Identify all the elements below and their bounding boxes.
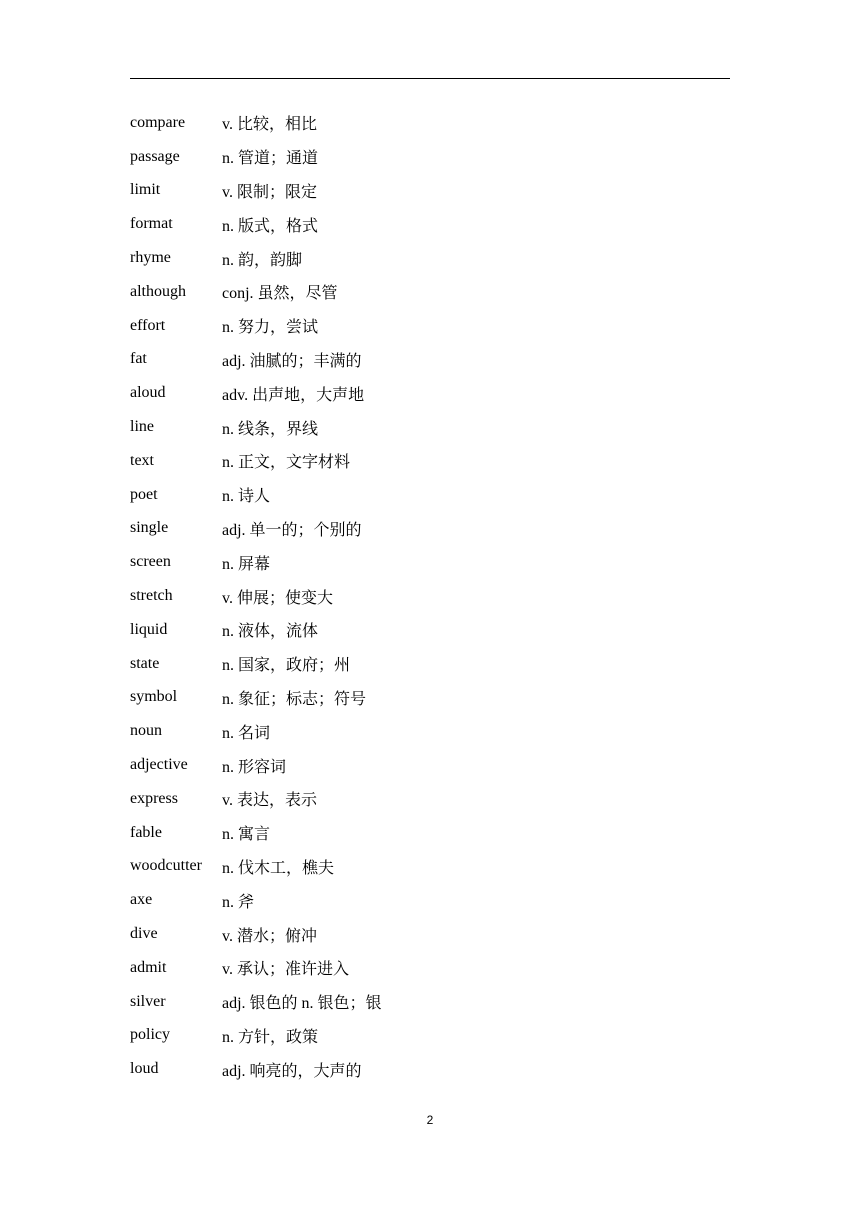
vocab-row [130,1019,730,1053]
vocab-word: effort [130,316,166,334]
vocab-word: woodcutter [130,857,202,875]
vocab-definition: n. 方针，政策 [222,1028,319,1046]
vocab-row [130,545,730,579]
vocab-definition: n. 线条，界线 [222,420,319,438]
vocab-row [130,816,730,850]
vocab-definition: v. 潜水；俯冲 [222,927,317,945]
vocab-row [130,782,730,816]
vocab-row [130,376,730,410]
vocab-row [130,647,730,681]
vocab-definition: n. 诗人 [222,488,271,506]
vocab-word: adjective [130,756,188,774]
vocab-row [130,478,730,512]
vocab-definition: v. 承认；准许进入 [222,961,349,979]
vocab-word: line [130,418,154,436]
vocab-word: admit [130,958,167,976]
header-rule [130,78,730,79]
vocab-definition: v. 伸展；使变大 [222,589,333,607]
vocab-row [130,410,730,444]
vocab-definition: n. 伐木工，樵夫 [222,859,335,877]
vocab-word: state [130,654,160,672]
vocab-definition: v. 表达，表示 [222,792,317,810]
vocab-row [130,241,730,275]
vocab-word: screen [130,553,171,571]
vocab-definition: v. 限制；限定 [222,183,317,201]
vocab-word: silver [130,992,166,1010]
vocab-definition: n. 管道；通道 [222,150,319,168]
vocab-definition: n. 屏幕 [222,555,271,573]
vocab-definition: n. 寓言 [222,826,271,844]
vocab-word: symbol [130,688,178,706]
vocab-definition: adj. 响亮的，大声的 [222,1062,362,1080]
vocab-row [130,106,730,140]
vocab-definition: n. 正文，文字材料 [222,454,351,472]
vocab-definition: adj. 油腻的；丰满的 [222,352,362,370]
vocab-row [130,207,730,241]
vocab-definition: conj. 虽然，尽管 [222,285,338,303]
vocab-word: axe [130,891,153,909]
vocab-definition: n. 韵，韵脚 [222,251,303,269]
vocab-row [130,174,730,208]
vocab-definition: adj. 银色的 n. 银色；银 [222,995,382,1013]
vocab-word: passage [130,147,180,165]
vocab-row [130,309,730,343]
vocabulary-list [130,106,730,1086]
vocab-row [130,714,730,748]
vocab-word: single [130,519,169,537]
vocab-definition: v. 比较，相比 [222,116,317,134]
vocab-word: loud [130,1060,159,1078]
vocab-word: poet [130,485,158,503]
vocab-definition: n. 名词 [222,724,271,742]
vocab-definition: n. 国家，政府；州 [222,657,351,675]
vocab-row [130,681,730,715]
vocab-word: rhyme [130,249,171,267]
vocab-word: noun [130,722,162,740]
vocab-row [130,275,730,309]
vocab-definition: n. 液体，流体 [222,623,319,641]
vocab-row [130,613,730,647]
vocab-definition: adj. 单一的；个别的 [222,521,362,539]
vocab-word: format [130,215,173,233]
vocab-row [130,1052,730,1086]
vocab-word: compare [130,113,186,131]
vocab-definition: n. 象征；标志；符号 [222,690,367,708]
vocab-row [130,917,730,951]
vocab-row [130,140,730,174]
vocab-row [130,512,730,546]
vocab-row [130,883,730,917]
vocab-word: although [130,282,186,300]
vocab-row [130,748,730,782]
vocab-definition: n. 版式，格式 [222,217,319,235]
page-number: 2 [426,1113,434,1127]
vocab-word: limit [130,181,161,199]
vocab-definition: adv. 出声地，大声地 [222,386,365,404]
vocab-row [130,444,730,478]
vocab-row [130,985,730,1019]
vocab-definition: n. 斧 [222,893,255,911]
vocab-word: stretch [130,587,173,605]
vocab-row [130,343,730,377]
vocab-definition: n. 努力，尝试 [222,319,319,337]
vocab-word: dive [130,925,158,943]
vocab-word: fat [130,350,147,368]
vocab-row [130,850,730,884]
vocab-row [130,579,730,613]
vocab-word: express [130,789,178,807]
vocab-word: fable [130,823,162,841]
vocab-row [130,951,730,985]
vocab-word: text [130,451,154,469]
vocab-word: policy [130,1026,170,1044]
vocab-definition: n. 形容词 [222,758,287,776]
vocab-word: aloud [130,384,166,402]
vocab-word: liquid [130,620,168,638]
